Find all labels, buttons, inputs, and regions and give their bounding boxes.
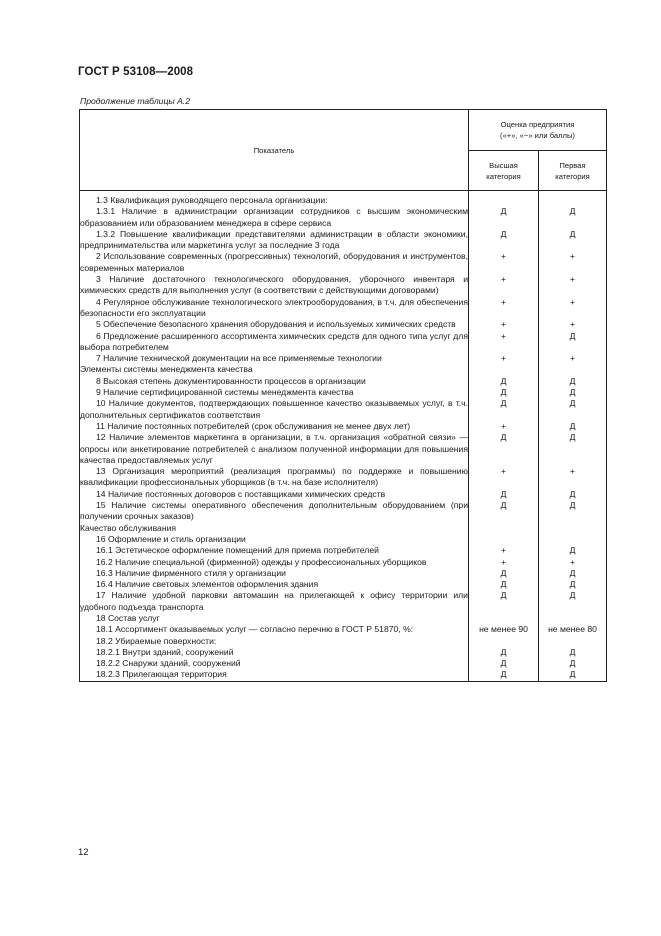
high-category-value: + [469, 421, 539, 432]
indicator-cell [80, 191, 469, 207]
header-first-category [539, 151, 607, 191]
indicator-text: 18.2.3 Прилегающая территория [96, 669, 227, 680]
first-category-value: Д [539, 229, 607, 252]
table-row [80, 613, 607, 624]
indicator-text: 13 Организация мероприятий (реализация программы) по поддержке и повышению квалификации профессиональных уборщиков (в т.ч. на базе исполнителя) [80, 466, 468, 488]
indicator-text: 11 Наличие постоянных потребителей (срок обслуживания не менее двух лет) [96, 420, 411, 431]
high-category-value: Д [469, 489, 539, 500]
header-first-line2: категория [555, 171, 590, 181]
table-caption: Продолжение таблицы А.2 [80, 96, 190, 106]
high-category-value: Д [469, 647, 539, 658]
first-category-value [539, 534, 607, 545]
indicator-cell [80, 636, 469, 647]
indicator-text: 5 Обеспечение безопасного хранения оборудования и используемых химических средств [96, 319, 456, 330]
high-category-value [469, 191, 539, 207]
first-category-value [539, 613, 607, 624]
table-row [80, 251, 607, 274]
table-row [80, 500, 607, 523]
empty-cell [469, 364, 539, 375]
indicator-cell [80, 579, 469, 590]
indicator-text: 1.3.2 Повышение квалификации представителями администрации в области экономики, предпринимательства или маркетинга услуг за последние 3 года [80, 228, 468, 251]
table-row [80, 647, 607, 658]
first-category-value: + [539, 557, 607, 568]
table-row [80, 545, 607, 556]
high-category-value [469, 613, 539, 624]
high-category-value: + [469, 353, 539, 364]
high-category-value: не менее 90 [469, 624, 539, 635]
indicator-cell [80, 557, 469, 568]
indicator-cell [80, 319, 469, 330]
indicator-cell [80, 534, 469, 545]
first-category-value: Д [539, 500, 607, 523]
high-category-value: Д [469, 500, 539, 523]
first-category-value: + [539, 274, 607, 297]
first-category-value: + [539, 251, 607, 274]
table-row [80, 191, 607, 207]
table-row [80, 557, 607, 568]
first-category-value: Д [539, 331, 607, 354]
table-section-row [80, 364, 607, 375]
page-number: 12 [78, 847, 89, 858]
indicator-text: 12 Наличие элементов маркетинга в организации, в т.ч. организация «обратной связи» — опросы или анкетирование потребителей с анализом полученной информации для повышения качества предоставляемых услуг [80, 432, 468, 465]
indicator-text: 18.2 Убираемые поверхности: [96, 635, 217, 646]
table-row [80, 466, 607, 489]
table-row [80, 534, 607, 545]
first-category-value: Д [539, 376, 607, 387]
table-row [80, 398, 607, 421]
high-category-value: Д [469, 579, 539, 590]
high-category-value: Д [469, 387, 539, 398]
first-category-value: Д [539, 421, 607, 432]
first-category-value: + [539, 297, 607, 320]
document-header: ГОСТ Р 53108—2008 [78, 66, 194, 78]
indicator-text: 6 Предложение расширенного ассортимента химических средств для одного типа услуг для выбора потребителем [80, 330, 468, 352]
table-row [80, 297, 607, 320]
indicator-cell [80, 331, 469, 354]
table-row [80, 387, 607, 398]
first-category-value: Д [539, 590, 607, 613]
indicator-text: 16.1 Эстетическое оформление помещений для приема потребителей [96, 545, 379, 556]
high-category-value: + [469, 297, 539, 320]
first-category-value: Д [539, 398, 607, 421]
table-row [80, 669, 607, 681]
high-category-value: Д [469, 568, 539, 579]
empty-cell [539, 364, 607, 375]
indicator-text: 9 Наличие сертифицированной системы менеджмента качества [96, 387, 354, 398]
indicator-text: 7 Наличие технической документации на все применяемые технологии [96, 353, 382, 364]
indicator-text: 16 Оформление и стиль организации [96, 533, 246, 544]
indicator-text: 16.2 Наличие специальной (фирменной) одежды у профессиональных уборщиков [96, 556, 427, 567]
table-row [80, 376, 607, 387]
first-category-value: Д [539, 579, 607, 590]
first-category-value: Д [539, 206, 607, 229]
high-category-value: Д [469, 590, 539, 613]
indicator-cell [80, 206, 469, 229]
indicator-cell [80, 229, 469, 252]
indicator-text: 18 Состав услуг [96, 612, 160, 623]
high-category-value: Д [469, 398, 539, 421]
high-category-value: Д [469, 658, 539, 669]
indicator-cell [80, 489, 469, 500]
indicator-cell [80, 432, 469, 466]
header-high-line2: категория [486, 171, 521, 181]
first-category-value: + [539, 466, 607, 489]
indicator-cell [80, 590, 469, 613]
indicator-cell [80, 647, 469, 658]
table-row [80, 489, 607, 500]
header-rating-line1: Оценка предприятия [500, 120, 575, 129]
indicator-text: 16.4 Наличие световых элементов оформления здания [96, 579, 319, 590]
table-row [80, 274, 607, 297]
indicator-cell [80, 398, 469, 421]
indicator-text: 15 Наличие системы оперативного обеспечения дополнительным оборудованием (при получении срочных заказов) [80, 500, 468, 522]
indicator-cell [80, 613, 469, 624]
high-category-value: + [469, 331, 539, 354]
header-high-line1: Высшая [489, 160, 518, 170]
first-category-value: Д [539, 387, 607, 398]
first-category-value: + [539, 353, 607, 364]
empty-cell [539, 523, 607, 534]
high-category-value: + [469, 466, 539, 489]
table-row [80, 579, 607, 590]
header-rating [469, 110, 607, 151]
table-row [80, 432, 607, 466]
indicator-cell [80, 658, 469, 669]
indicator-text: 18.1 Ассортимент оказываемых услуг — согласно перечню в ГОСТ Р 51870, %: [96, 624, 414, 635]
table-row [80, 229, 607, 252]
indicator-cell [80, 669, 469, 681]
high-category-value: + [469, 251, 539, 274]
first-category-value: не менее 80 [539, 624, 607, 635]
high-category-value: + [469, 545, 539, 556]
high-category-value [469, 636, 539, 647]
table-row [80, 353, 607, 364]
indicator-cell [80, 353, 469, 364]
header-high-category [469, 151, 539, 191]
high-category-value: Д [469, 432, 539, 466]
indicator-text: 17 Наличие удобной парковки автомашин на прилегающей к офису территории или удобного подъезда транспорта [80, 590, 468, 612]
indicator-text: 18.2.1 Внутри зданий, сооружений [96, 646, 234, 657]
indicator-cell [80, 568, 469, 579]
table-row [80, 331, 607, 354]
empty-cell [469, 523, 539, 534]
indicator-text: 2 Использование современных (прогрессивных) технологий, оборудования и инструментов, современных материалов [80, 251, 468, 273]
indicator-text: 14 Наличие постоянных договоров с поставщиками химических средств [96, 488, 386, 499]
header-rating-line2: («+», «−» или баллы) [500, 131, 575, 140]
header-indicator: Показатель [80, 110, 469, 191]
indicator-text: 1.3.1 Наличие в администрации организации сотрудников с высшим экономическим образованием или образованием менеджера в сфере сервиса [80, 206, 468, 228]
high-category-value: Д [469, 376, 539, 387]
table-row [80, 206, 607, 229]
high-category-value [469, 534, 539, 545]
header-first-line1: Первая [559, 160, 586, 170]
high-category-value: + [469, 319, 539, 330]
indicator-text: 10 Наличие документов, подтверждающих повышенное качество оказываемых услуг, в т.ч. дополнительных сертификатов соответствия [80, 398, 468, 420]
indicator-cell [80, 297, 469, 320]
first-category-value: Д [539, 568, 607, 579]
indicator-text: 18.2.2 Снаружи зданий, сооружений [96, 658, 241, 669]
indicator-cell [80, 251, 469, 274]
indicator-cell [80, 376, 469, 387]
high-category-value: + [469, 274, 539, 297]
first-category-value: Д [539, 489, 607, 500]
first-category-value [539, 636, 607, 647]
indicator-text: 3 Наличие достаточного технологического оборудования, уборочного инвентаря и химических средств для выполнения услуг (в соответствии с действующими договорами) [80, 274, 468, 296]
indicator-cell [80, 624, 469, 635]
indicator-cell [80, 274, 469, 297]
table-row [80, 421, 607, 432]
indicator-cell [80, 387, 469, 398]
indicator-cell [80, 545, 469, 556]
indicators-table [79, 109, 607, 682]
first-category-value: Д [539, 647, 607, 658]
indicator-cell [80, 466, 469, 489]
indicator-text: 16.3 Наличие фирменного стиля у организации [96, 567, 286, 578]
indicator-text: 8 Высокая степень документированности процессов в организации [96, 375, 366, 386]
high-category-value: + [469, 557, 539, 568]
first-category-value [539, 191, 607, 207]
table-row [80, 624, 607, 635]
high-category-value: Д [469, 229, 539, 252]
first-category-value: Д [539, 545, 607, 556]
table-section-row [80, 523, 607, 534]
first-category-value: Д [539, 658, 607, 669]
indicator-cell [80, 421, 469, 432]
high-category-value: Д [469, 206, 539, 229]
table-row [80, 658, 607, 669]
indicator-text: 4 Регулярное обслуживание технологического электрооборудования, в т.ч. для обеспечения безопасности его эксплуатации [80, 296, 468, 318]
section-title: Элементы системы менеджмента качества [80, 364, 469, 375]
section-title: Качество обслуживания [80, 523, 469, 534]
table-row [80, 568, 607, 579]
high-category-value: Д [469, 669, 539, 681]
first-category-value: + [539, 319, 607, 330]
first-category-value: Д [539, 432, 607, 466]
table-row [80, 590, 607, 613]
indicator-text: 1.3 Квалификация руководящего персонала организации: [96, 195, 328, 205]
table-row [80, 319, 607, 330]
table-row [80, 636, 607, 647]
indicator-cell [80, 500, 469, 523]
first-category-value: Д [539, 669, 607, 681]
